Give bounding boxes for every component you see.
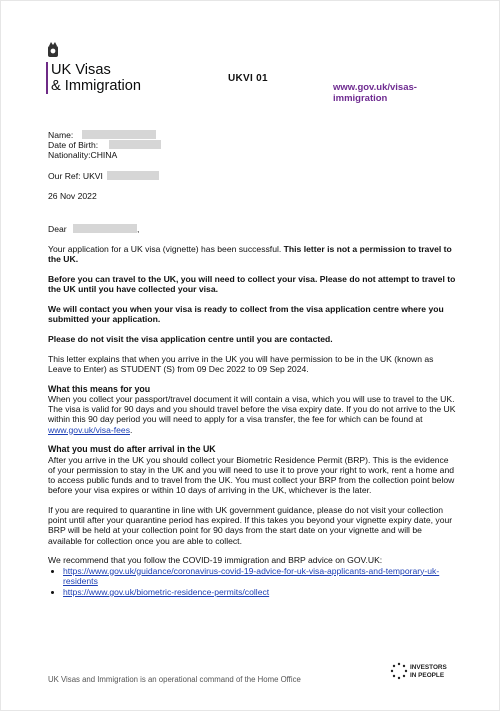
paragraph-quarantine: If you are required to quarantine in line with UK government guidance, please do not visit your collection point until after your quarantine period has expired. If this takes you beyond your vignette expiry date, your BRP will be held at your collection point for 90 days from the start date on your vignette and will be available for collection once you are able to collect. — [48, 504, 453, 546]
paragraph-contact: We will contact you when your visa is ready to collect from the visa application centre where you submitted your application. — [48, 304, 444, 325]
advice-links-list — [48, 566, 458, 598]
dob-line — [48, 140, 458, 150]
dear-label: Dear — [48, 224, 67, 235]
brand-logo — [46, 62, 141, 94]
brp-collect-link[interactable]: https://www.gov.uk/biometric-residence-permits/collect — [63, 586, 270, 597]
name-label: Name: — [48, 130, 74, 140]
brand-line-2: & Immigration — [51, 78, 142, 94]
redacted-recipient — [73, 224, 140, 235]
paragraph-brp: After you arrive in the UK you should collect your Biometric Residence Permit (BRP). This is the evidence of your permission to stay in the UK and you will need to use it to prove your right to work, rent a home and to access public funds and to travel from the UK. You must collect your BRP from the collection point below before your visa expires or within 10 days of arriving in the UK, whichever is the later. — [48, 454, 455, 496]
iip-line-2: IN PEOPLE — [410, 672, 445, 679]
salutation-comma: , — [137, 224, 140, 235]
name-line — [48, 130, 458, 140]
letter-body — [48, 130, 458, 598]
our-ref-label: Our Ref: UKVI — [48, 170, 103, 181]
paragraph-success — [48, 244, 458, 264]
paragraph-visa-validity — [48, 394, 458, 435]
paragraph-collect-visa: Before you can travel to the UK, you will need to collect your visa. Please do not attempt to travel to the UK until you have collected your visa. — [48, 274, 456, 295]
covid-advice-link[interactable]: https://www.gov.uk/guidance/coronavirus-covid-19-advice-for-uk-visa-applicants-and-temporary-uk-residents — [63, 565, 440, 586]
success-text: Your application for a UK visa (vignette) has been successful. — [48, 244, 284, 255]
paragraph-recommend: We recommend that you follow the COVID-19 immigration and BRP advice on GOV.UK: — [48, 555, 383, 566]
royal-crest-icon — [46, 40, 60, 60]
heading-what-this-means: What this means for you — [48, 383, 151, 394]
our-ref-line — [48, 171, 458, 181]
gov-website-link[interactable]: www.gov.uk/visas-immigration — [333, 82, 417, 104]
heading-after-arrival: What you must do after arrival in the UK — [48, 444, 216, 455]
list-item — [63, 587, 458, 597]
dob-label: Date of Birth: — [48, 140, 99, 151]
investors-in-people-icon — [390, 662, 408, 680]
visa-validity-text: When you collect your passport/travel document it will contain a visa, which you will use to travel to the UK. The visa is valid for 90 days and you should travel before the visa expiry date. If you do not arrive to the UK within this 90 day period you will need to apply for a visa transfer, the fee for which can be found at — [48, 393, 456, 425]
visa-validity-period: . — [130, 424, 133, 435]
list-item — [63, 566, 458, 586]
redacted-name — [82, 130, 156, 139]
investors-in-people-text — [410, 664, 447, 680]
iip-line-1: INVESTORS — [410, 664, 447, 671]
letter-date: 26 Nov 2022 — [48, 190, 97, 201]
footer-text: UK Visas and Immigration is an operational command of the Home Office — [48, 675, 301, 684]
investors-in-people-logo — [390, 662, 462, 686]
redacted-reference — [107, 171, 159, 180]
visa-fees-link[interactable]: www.gov.uk/visa-fees — [48, 424, 130, 435]
paragraph-leave-to-enter: This letter explains that when you arrive in the UK you will have permission to be in the UK (known as Leave to Enter) as STUDENT (S) from 09 Dec 2022 to 09 Sep 2024. — [48, 353, 434, 374]
paragraph-do-not-visit: Please do not visit the visa application centre until you are contacted. — [48, 333, 333, 344]
nationality-line: Nationality:CHINA — [48, 150, 118, 161]
redacted-dob — [109, 140, 161, 149]
brand-line-1: UK Visas — [51, 62, 111, 78]
not-permission-text: This letter is not a permission to travel to the UK. — [48, 244, 452, 265]
salutation — [48, 224, 458, 234]
letter-reference-title: UKVI 01 — [228, 73, 268, 84]
